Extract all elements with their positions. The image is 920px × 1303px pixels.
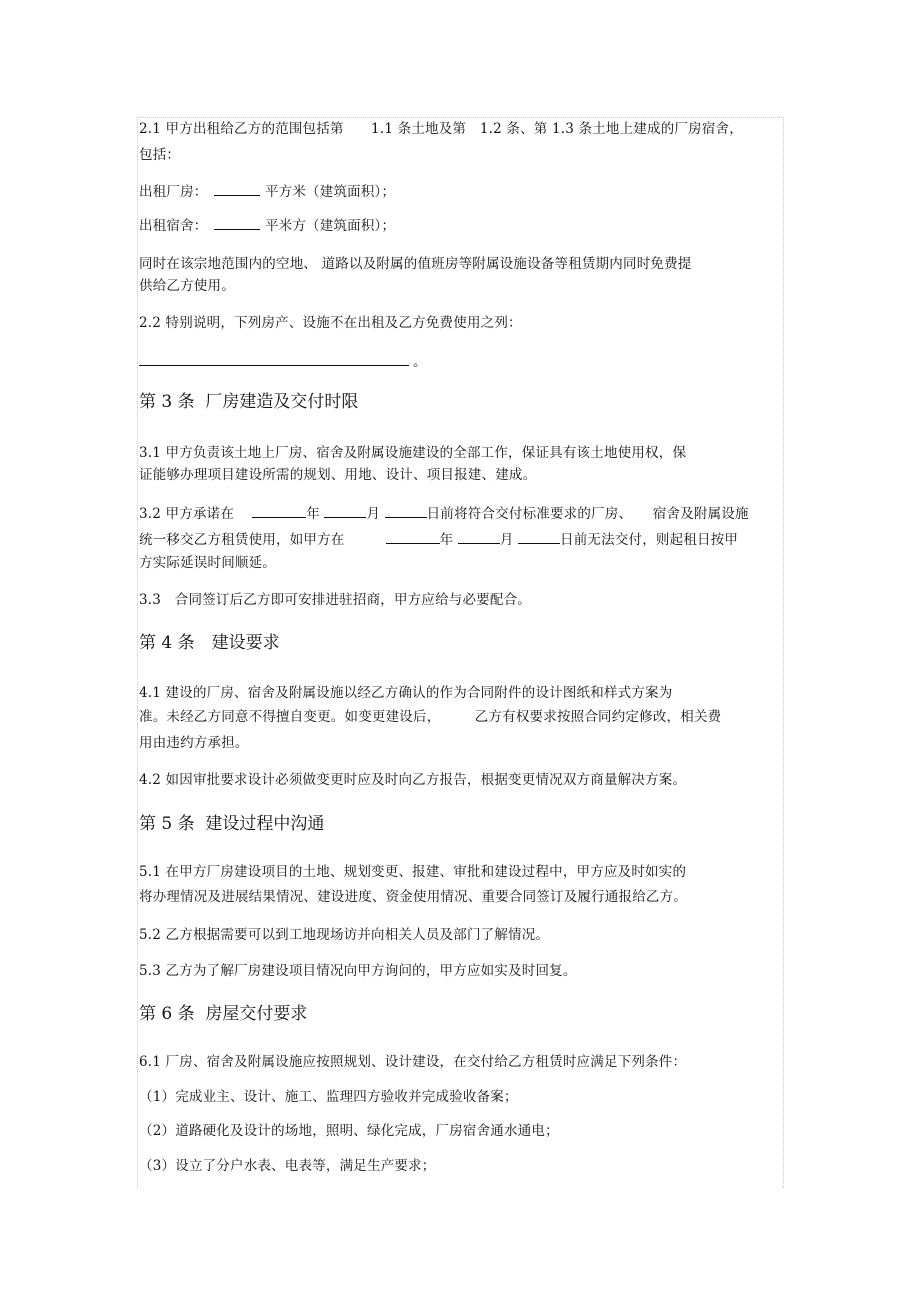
free-use-line1: 同时在该宗地范围内的空地、 道路以及附属的值班房等附属设施设备等租赁期内同时免费提 (139, 256, 692, 272)
clause-5-1-line1: 5.1 在甲方厂房建设项目的土地、规划变更、报建、审批和建设过程中，甲方应及时如实的 (139, 864, 687, 880)
requirement-item-2: （2）道路硬化及设计的场地，照明、绿化完成，厂房宿舍通水通电； (139, 1123, 559, 1139)
rent-factory-row (139, 181, 395, 202)
clause-3-2-line2-prefix: 统一移交乙方租赁使用，如甲方在 (139, 532, 345, 548)
clause-4-2: 4.2 如因审批要求设计必须做变更时应及时向乙方报告，根据变更情况双方商量解决方案。 (139, 772, 687, 788)
clause-3-3: 3.3 合同签订后乙方即可安排进驻招商，甲方应给与必要配合。 (139, 592, 531, 608)
rent-dorm-area-blank (214, 215, 260, 230)
clause-5-1-line2: 将办理情况及进展结果情况、建设进度、资金使用情况、重要合同签订及履行通报给乙方。 (139, 889, 687, 905)
year-label-2: 年 (439, 532, 454, 548)
clause-3-2-suffix: 日前将符合交付标准要求的厂房、 宿舍及附属设施 (426, 506, 749, 522)
rent-factory-label: 出租厂房： (139, 184, 201, 200)
late-month-blank (458, 529, 500, 544)
rent-dorm-label: 出租宿舍： (139, 218, 201, 234)
rent-dorm-row (139, 215, 395, 236)
clause-3-1-line1: 3.1 甲方负责该土地上厂房、宿舍及附属设施建设的全部工作，保证具有该土地使用权，保 (139, 445, 687, 461)
requirement-item-1: （1）完成业主、设计、施工、监理四方验收并完成验收备案； (139, 1089, 518, 1105)
late-day-blank (518, 529, 560, 544)
clause-4-1-line3: 用由违约方承担。 (139, 735, 249, 751)
late-year-blank (386, 529, 440, 544)
rent-factory-unit: 平方米（建筑面积）； (264, 184, 396, 200)
clause-5-2: 5.2 乙方根据需要可以到工地现场访并向相关人员及部门了解情况。 (139, 927, 550, 943)
clause-2-2: 2.2 特别说明，下列房产、设施不在出租及乙方免费使用之列： (139, 315, 522, 331)
heading-article-6: 第 6 条 房屋交付要求 (139, 1004, 308, 1024)
delivery-year-blank (252, 503, 306, 518)
exclusion-list-blank (139, 365, 409, 366)
month-label: 月 (366, 506, 381, 522)
heading-article-5: 第 5 条 建设过程中沟通 (139, 814, 325, 834)
clause-3-2-prefix: 3.2 甲方承诺在 (139, 506, 235, 522)
clause-2-1-line2: 包括： (139, 147, 181, 163)
clause-4-1-line1: 4.1 建设的厂房、宿舍及附属设施以经乙方确认的作为合同附件的设计图纸和样式方案为 (139, 685, 673, 701)
clause-3-2-line2-suffix: 日前无法交付，则起租日按甲 (560, 532, 739, 548)
clause-2-1-line1: 2.1 甲方出租给乙方的范围包括第 1.1 条土地及第 1.2 条、第 1.3 条土地上建成的厂房宿舍， (139, 121, 743, 137)
delivery-day-blank (385, 503, 427, 518)
clause-3-1-line2: 证能够办理项目建设所需的规划、用地、设计、项目报建、建成。 (139, 467, 537, 483)
clause-3-2-line2 (139, 529, 738, 550)
rent-dorm-unit: 平米方（建筑面积）； (264, 218, 396, 234)
delivery-month-blank (324, 503, 366, 518)
exclusion-list-end: 。 (413, 354, 427, 370)
rent-factory-area-blank (214, 181, 260, 196)
heading-article-3: 第 3 条 厂房建造及交付时限 (139, 392, 359, 412)
year-label: 年 (306, 506, 320, 522)
free-use-line2: 供给乙方使用。 (139, 278, 235, 294)
clause-5-3: 5.3 乙方为了解厂房建设项目情况向甲方询问的，甲方应如实及时回复。 (139, 963, 577, 979)
clause-4-1-line2: 准。未经乙方同意不得擅自变更。如变更建设后， 乙方有权要求按照合同约定修改，相关费 (139, 709, 722, 725)
clause-3-2-line3: 方实际延误时间顺延。 (139, 555, 276, 571)
clause-3-2-line1 (139, 503, 749, 524)
requirement-item-3: （3）设立了分户水表、电表等，满足生产要求； (139, 1158, 436, 1174)
clause-6-1: 6.1 厂房、宿舍及附属设施应按照规划、设计建设，在交付给乙方租赁时应满足下列条件： (139, 1054, 687, 1070)
heading-article-4: 第 4 条 建设要求 (139, 633, 280, 653)
month-label-2: 月 (499, 532, 514, 548)
